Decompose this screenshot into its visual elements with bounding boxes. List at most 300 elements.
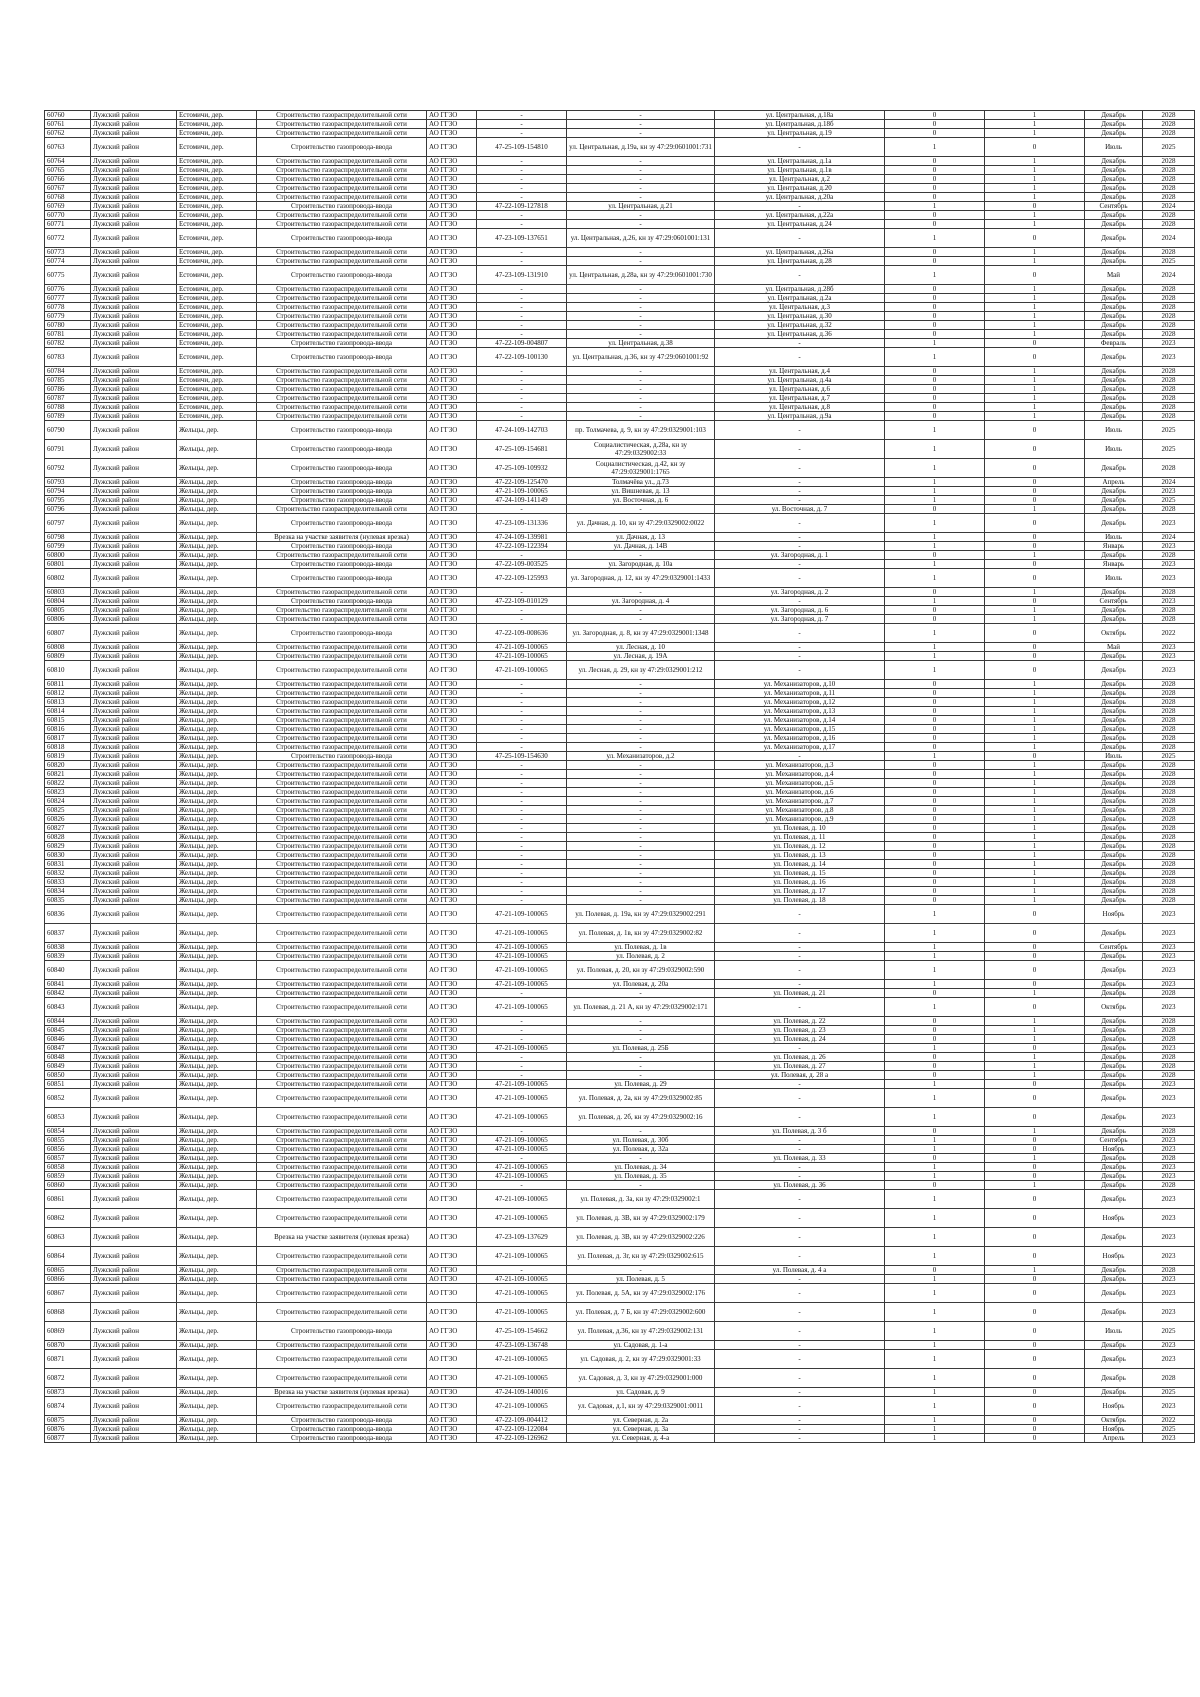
district-cell: Лужский район (91, 1275, 177, 1284)
row-number-cell: 60859 (45, 1172, 91, 1181)
month-cell: Декабрь (1085, 788, 1143, 797)
connection-count-cell: 0 (885, 551, 985, 560)
year-cell: 2028 (1143, 321, 1195, 330)
application-number-cell: 47-25-109-154630 (477, 752, 567, 761)
connection-count-cell: 0 (885, 788, 985, 797)
object-address-cell: - (567, 606, 715, 615)
network-address-cell: - (715, 496, 885, 505)
application-number-cell: - (477, 394, 567, 403)
district-cell: Лужский район (91, 924, 177, 943)
row-number-cell: 60821 (45, 770, 91, 779)
work-type-cell: Строительство газораспределительной сети (257, 643, 427, 652)
year-cell: 2028 (1143, 157, 1195, 166)
district-cell: Лужский район (91, 725, 177, 734)
organization-cell: АО ГГЗО (427, 887, 477, 896)
application-number-cell: - (477, 716, 567, 725)
settlement-cell: Естомичи, дер. (177, 321, 257, 330)
object-address-cell: ул. Полевая, д. 5А, кн зу 47:29:0329002:176 (567, 1284, 715, 1303)
settlement-cell: Жельцы, дер. (177, 505, 257, 514)
network-count-cell: 0 (985, 1247, 1085, 1266)
row-number-cell: 60807 (45, 624, 91, 643)
network-address-cell: ул. Центральная, д.4а (715, 376, 885, 385)
year-cell: 2024 (1143, 229, 1195, 248)
object-address-cell: ул. Центральная, д.19а, кн зу 47:29:0601001:731 (567, 138, 715, 157)
network-count-cell: 1 (985, 689, 1085, 698)
month-cell: Декабрь (1085, 1181, 1143, 1190)
district-cell: Лужский район (91, 1071, 177, 1080)
district-cell: Лужский район (91, 680, 177, 689)
work-type-cell: Строительство газораспределительной сети (257, 1247, 427, 1266)
month-cell: Декабрь (1085, 1350, 1143, 1369)
table-row (45, 339, 1195, 348)
row-number-cell: 60823 (45, 788, 91, 797)
month-cell: Декабрь (1085, 1108, 1143, 1127)
district-cell: Лужский район (91, 1209, 177, 1228)
month-cell: Декабрь (1085, 980, 1143, 989)
organization-cell: АО ГГЗО (427, 385, 477, 394)
organization-cell: АО ГГЗО (427, 734, 477, 743)
table-row (45, 952, 1195, 961)
organization-cell: АО ГГЗО (427, 842, 477, 851)
row-number-cell: 60834 (45, 887, 91, 896)
network-address-cell: - (715, 1247, 885, 1266)
district-cell: Лужский район (91, 339, 177, 348)
object-address-cell: - (567, 285, 715, 294)
work-type-cell: Строительство газопровода-ввода (257, 496, 427, 505)
month-cell: Декабрь (1085, 1044, 1143, 1053)
month-cell: Декабрь (1085, 887, 1143, 896)
application-number-cell: 47-21-109-100065 (477, 1350, 567, 1369)
table-row (45, 1071, 1195, 1080)
organization-cell: АО ГГЗО (427, 698, 477, 707)
row-number-cell: 60860 (45, 1181, 91, 1190)
month-cell: Декабрь (1085, 924, 1143, 943)
work-type-cell: Строительство газораспределительной сети (257, 303, 427, 312)
table-row (45, 111, 1195, 120)
month-cell: Декабрь (1085, 652, 1143, 661)
organization-cell: АО ГГЗО (427, 421, 477, 440)
object-address-cell: - (567, 989, 715, 998)
object-address-cell: ул. Полевая, д. 19а, кн зу 47:29:0329002:291 (567, 905, 715, 924)
year-cell: 2023 (1143, 1172, 1195, 1181)
network-count-cell: 1 (985, 220, 1085, 229)
year-cell: 2028 (1143, 815, 1195, 824)
year-cell: 2028 (1143, 193, 1195, 202)
application-number-cell: - (477, 860, 567, 869)
district-cell: Лужский район (91, 367, 177, 376)
district-cell: Лужский район (91, 1369, 177, 1388)
network-count-cell: 0 (985, 487, 1085, 496)
district-cell: Лужский район (91, 661, 177, 680)
object-address-cell: - (567, 412, 715, 421)
network-address-cell: - (715, 1190, 885, 1209)
row-number-cell: 60764 (45, 157, 91, 166)
month-cell: Ноябрь (1085, 1425, 1143, 1434)
table-row (45, 193, 1195, 202)
row-number-cell: 60848 (45, 1053, 91, 1062)
connection-count-cell: 0 (885, 734, 985, 743)
row-number-cell: 60827 (45, 824, 91, 833)
table-row (45, 961, 1195, 980)
application-number-cell: - (477, 887, 567, 896)
organization-cell: АО ГГЗО (427, 597, 477, 606)
network-count-cell: 0 (985, 440, 1085, 459)
network-count-cell: 1 (985, 896, 1085, 905)
year-cell: 2023 (1143, 1303, 1195, 1322)
network-count-cell: 0 (985, 661, 1085, 680)
object-address-cell: ул. Центральная, д.26, кн зу 47:29:0601001:131 (567, 229, 715, 248)
organization-cell: АО ГГЗО (427, 440, 477, 459)
network-address-cell: - (715, 487, 885, 496)
object-address-cell: - (567, 869, 715, 878)
month-cell: Декабрь (1085, 824, 1143, 833)
object-address-cell: ул. Полевая, д. 32а (567, 1145, 715, 1154)
settlement-cell: Естомичи, дер. (177, 412, 257, 421)
settlement-cell: Естомичи, дер. (177, 312, 257, 321)
month-cell: Декабрь (1085, 257, 1143, 266)
work-type-cell: Строительство газораспределительной сети (257, 157, 427, 166)
settlement-cell: Жельцы, дер. (177, 952, 257, 961)
object-address-cell: - (567, 588, 715, 597)
network-count-cell: 1 (985, 680, 1085, 689)
settlement-cell: Жельцы, дер. (177, 1341, 257, 1350)
object-address-cell: ул. Полевая, д. 5 (567, 1275, 715, 1284)
month-cell: Февраль (1085, 339, 1143, 348)
month-cell: Декабрь (1085, 716, 1143, 725)
network-address-cell: - (715, 998, 885, 1017)
district-cell: Лужский район (91, 551, 177, 560)
organization-cell: АО ГГЗО (427, 569, 477, 588)
row-number-cell: 60767 (45, 184, 91, 193)
month-cell: Апрель (1085, 1434, 1143, 1443)
application-number-cell: - (477, 184, 567, 193)
network-count-cell: 0 (985, 752, 1085, 761)
table-row (45, 1228, 1195, 1247)
work-type-cell: Строительство газораспределительной сети (257, 312, 427, 321)
table-row (45, 743, 1195, 752)
settlement-cell: Жельцы, дер. (177, 1172, 257, 1181)
connection-count-cell: 1 (885, 1190, 985, 1209)
year-cell: 2023 (1143, 1044, 1195, 1053)
month-cell: Декабрь (1085, 403, 1143, 412)
application-number-cell: - (477, 1053, 567, 1062)
district-cell: Лужский район (91, 707, 177, 716)
settlement-cell: Жельцы, дер. (177, 1275, 257, 1284)
object-address-cell: ул. Полевая, д. 29 (567, 1080, 715, 1089)
work-type-cell: Строительство газораспределительной сети (257, 376, 427, 385)
year-cell: 2025 (1143, 1425, 1195, 1434)
year-cell: 2023 (1143, 542, 1195, 551)
network-address-cell: ул. Полевая, д. 16 (715, 878, 885, 887)
year-cell: 2028 (1143, 588, 1195, 597)
connection-count-cell: 0 (885, 303, 985, 312)
month-cell: Декабрь (1085, 412, 1143, 421)
month-cell: Декабрь (1085, 166, 1143, 175)
settlement-cell: Жельцы, дер. (177, 588, 257, 597)
organization-cell: АО ГГЗО (427, 1209, 477, 1228)
year-cell: 2028 (1143, 606, 1195, 615)
object-address-cell: ул. Полевая, д. 21 А, кн зу 47:29:0329002:171 (567, 998, 715, 1017)
connection-count-cell: 0 (885, 860, 985, 869)
network-address-cell: - (715, 459, 885, 478)
application-number-cell: 47-21-109-100065 (477, 952, 567, 961)
object-address-cell: - (567, 725, 715, 734)
settlement-cell: Жельцы, дер. (177, 989, 257, 998)
connection-count-cell: 0 (885, 743, 985, 752)
table-row (45, 560, 1195, 569)
work-type-cell: Строительство газопровода-ввода (257, 138, 427, 157)
settlement-cell: Жельцы, дер. (177, 1017, 257, 1026)
work-type-cell: Строительство газораспределительной сети (257, 779, 427, 788)
organization-cell: АО ГГЗО (427, 211, 477, 220)
network-address-cell: - (715, 1163, 885, 1172)
year-cell: 2023 (1143, 1341, 1195, 1350)
object-address-cell: - (567, 680, 715, 689)
table-row (45, 680, 1195, 689)
network-count-cell: 1 (985, 312, 1085, 321)
object-address-cell: - (567, 761, 715, 770)
work-type-cell: Строительство газопровода-ввода (257, 569, 427, 588)
table-row (45, 257, 1195, 266)
table-row (45, 569, 1195, 588)
row-number-cell: 60800 (45, 551, 91, 560)
month-cell: Декабрь (1085, 1341, 1143, 1350)
connection-count-cell: 0 (885, 887, 985, 896)
work-type-cell: Строительство газораспределительной сети (257, 924, 427, 943)
settlement-cell: Жельцы, дер. (177, 869, 257, 878)
application-number-cell: - (477, 606, 567, 615)
object-address-cell: ул. Центральная, д.28а, кн зу 47:29:0601001:730 (567, 266, 715, 285)
year-cell: 2028 (1143, 680, 1195, 689)
network-count-cell: 1 (985, 551, 1085, 560)
year-cell: 2023 (1143, 1136, 1195, 1145)
application-number-cell: 47-24-109-141149 (477, 496, 567, 505)
year-cell: 2028 (1143, 869, 1195, 878)
district-cell: Лужский район (91, 851, 177, 860)
connection-count-cell: 0 (885, 184, 985, 193)
network-count-cell: 1 (985, 770, 1085, 779)
row-number-cell: 60876 (45, 1425, 91, 1434)
organization-cell: АО ГГЗО (427, 202, 477, 211)
network-count-cell: 0 (985, 1388, 1085, 1397)
object-address-cell: - (567, 321, 715, 330)
settlement-cell: Жельцы, дер. (177, 514, 257, 533)
table-row (45, 312, 1195, 321)
district-cell: Лужский район (91, 248, 177, 257)
row-number-cell: 60762 (45, 129, 91, 138)
year-cell: 2023 (1143, 1209, 1195, 1228)
work-type-cell: Строительство газораспределительной сети (257, 652, 427, 661)
table-row (45, 138, 1195, 157)
month-cell: Сентябрь (1085, 202, 1143, 211)
month-cell: Декабрь (1085, 1127, 1143, 1136)
year-cell: 2023 (1143, 1434, 1195, 1443)
network-address-cell: - (715, 138, 885, 157)
organization-cell: АО ГГЗО (427, 184, 477, 193)
row-number-cell: 60791 (45, 440, 91, 459)
settlement-cell: Жельцы, дер. (177, 1136, 257, 1145)
month-cell: Декабрь (1085, 878, 1143, 887)
object-address-cell: ул. Полевая, д. 7 Б, кн зу 47:29:0329002:600 (567, 1303, 715, 1322)
network-address-cell: ул. Механизаторов, д.14 (715, 716, 885, 725)
table-row (45, 851, 1195, 860)
row-number-cell: 60857 (45, 1154, 91, 1163)
work-type-cell: Строительство газораспределительной сети (257, 412, 427, 421)
year-cell: 2028 (1143, 220, 1195, 229)
network-count-cell: 1 (985, 157, 1085, 166)
connection-count-cell: 1 (885, 339, 985, 348)
table-row (45, 412, 1195, 421)
object-address-cell: - (567, 779, 715, 788)
organization-cell: АО ГГЗО (427, 367, 477, 376)
network-count-cell: 0 (985, 514, 1085, 533)
network-address-cell: ул. Загородная, д. 7 (715, 615, 885, 624)
organization-cell: АО ГГЗО (427, 1341, 477, 1350)
connection-count-cell: 1 (885, 487, 985, 496)
table-row (45, 1108, 1195, 1127)
year-cell: 2028 (1143, 294, 1195, 303)
object-address-cell: ул. Полевая, д. 34 (567, 1163, 715, 1172)
network-count-cell: 1 (985, 989, 1085, 998)
object-address-cell: Толмачёва ул., д.73 (567, 478, 715, 487)
settlement-cell: Естомичи, дер. (177, 138, 257, 157)
year-cell: 2023 (1143, 597, 1195, 606)
settlement-cell: Жельцы, дер. (177, 1425, 257, 1434)
network-count-cell: 0 (985, 952, 1085, 961)
table-row (45, 734, 1195, 743)
network-count-cell: 0 (985, 652, 1085, 661)
application-number-cell: - (477, 878, 567, 887)
table-row (45, 1080, 1195, 1089)
organization-cell: АО ГГЗО (427, 824, 477, 833)
object-address-cell: ул. Полевая, д. 20а (567, 980, 715, 989)
network-address-cell: - (715, 1350, 885, 1369)
application-number-cell: - (477, 833, 567, 842)
year-cell: 2028 (1143, 761, 1195, 770)
object-address-cell: - (567, 1154, 715, 1163)
connection-count-cell: 0 (885, 725, 985, 734)
network-count-cell: 1 (985, 779, 1085, 788)
table-row (45, 1154, 1195, 1163)
network-count-cell: 1 (985, 412, 1085, 421)
connection-count-cell: 0 (885, 707, 985, 716)
connection-count-cell: 1 (885, 1369, 985, 1388)
application-number-cell: 47-21-109-100065 (477, 1145, 567, 1154)
organization-cell: АО ГГЗО (427, 588, 477, 597)
network-count-cell: 1 (985, 842, 1085, 851)
row-number-cell: 60858 (45, 1163, 91, 1172)
network-address-cell: - (715, 440, 885, 459)
application-number-cell: 47-22-109-126962 (477, 1434, 567, 1443)
month-cell: Ноябрь (1085, 905, 1143, 924)
application-number-cell: 47-21-109-100065 (477, 487, 567, 496)
object-address-cell: ул. Полевая, д. 2а, кн зу 47:29:0329002:85 (567, 1089, 715, 1108)
month-cell: Сентябрь (1085, 1136, 1143, 1145)
settlement-cell: Жельцы, дер. (177, 624, 257, 643)
settlement-cell: Жельцы, дер. (177, 1080, 257, 1089)
work-type-cell: Строительство газораспределительной сети (257, 1154, 427, 1163)
organization-cell: АО ГГЗО (427, 1303, 477, 1322)
network-address-cell: - (715, 348, 885, 367)
network-address-cell: - (715, 1136, 885, 1145)
year-cell: 2028 (1143, 779, 1195, 788)
year-cell: 2028 (1143, 1154, 1195, 1163)
connection-count-cell: 1 (885, 533, 985, 542)
table-row (45, 1089, 1195, 1108)
organization-cell: АО ГГЗО (427, 643, 477, 652)
work-type-cell: Врезка на участке заявителя (нулевая врезка) (257, 1388, 427, 1397)
connection-count-cell: 0 (885, 588, 985, 597)
object-address-cell: ул. Садовая, д.1, кн зу 47:29:0329001:0011 (567, 1397, 715, 1416)
network-count-cell: 0 (985, 1397, 1085, 1416)
work-type-cell: Строительство газораспределительной сети (257, 1089, 427, 1108)
month-cell: Декабрь (1085, 285, 1143, 294)
application-number-cell: 47-23-109-137629 (477, 1228, 567, 1247)
application-number-cell: 47-21-109-100065 (477, 1209, 567, 1228)
network-count-cell: 1 (985, 294, 1085, 303)
network-address-cell: ул. Центральная, д.4 (715, 367, 885, 376)
network-count-cell: 1 (985, 725, 1085, 734)
work-type-cell: Строительство газораспределительной сети (257, 615, 427, 624)
year-cell: 2028 (1143, 707, 1195, 716)
district-cell: Лужский район (91, 779, 177, 788)
year-cell: 2028 (1143, 734, 1195, 743)
month-cell: Декабрь (1085, 303, 1143, 312)
table-row (45, 266, 1195, 285)
network-count-cell: 1 (985, 184, 1085, 193)
network-address-cell: - (715, 1369, 885, 1388)
month-cell: Октябрь (1085, 1416, 1143, 1425)
application-number-cell: 47-21-109-100065 (477, 643, 567, 652)
organization-cell: АО ГГЗО (427, 961, 477, 980)
network-address-cell: ул. Полевая, д. 14 (715, 860, 885, 869)
object-address-cell: - (567, 1026, 715, 1035)
network-address-cell: - (715, 560, 885, 569)
table-row (45, 788, 1195, 797)
object-address-cell: - (567, 551, 715, 560)
connection-count-cell: 1 (885, 542, 985, 551)
table-row (45, 348, 1195, 367)
table-row (45, 980, 1195, 989)
object-address-cell: ул. Садовая, д. 9 (567, 1388, 715, 1397)
application-number-cell: - (477, 851, 567, 860)
network-count-cell: 1 (985, 815, 1085, 824)
district-cell: Лужский район (91, 1228, 177, 1247)
district-cell: Лужский район (91, 1190, 177, 1209)
network-count-cell: 1 (985, 120, 1085, 129)
network-address-cell: ул. Полевая, д. 4 а (715, 1266, 885, 1275)
work-type-cell: Строительство газопровода-ввода (257, 514, 427, 533)
network-address-cell: ул. Центральная, д.18а (715, 111, 885, 120)
network-count-cell: 1 (985, 1053, 1085, 1062)
year-cell: 2028 (1143, 1017, 1195, 1026)
application-number-cell: 47-21-109-100065 (477, 1275, 567, 1284)
connection-count-cell: 0 (885, 394, 985, 403)
object-address-cell: ул. Полевая, д. 2б, кн зу 47:29:0329002:16 (567, 1108, 715, 1127)
object-address-cell: - (567, 851, 715, 860)
year-cell: 2028 (1143, 367, 1195, 376)
work-type-cell: Строительство газораспределительной сети (257, 815, 427, 824)
object-address-cell: - (567, 806, 715, 815)
application-number-cell: 47-21-109-100065 (477, 1190, 567, 1209)
organization-cell: АО ГГЗО (427, 833, 477, 842)
object-address-cell: - (567, 193, 715, 202)
application-number-cell: - (477, 815, 567, 824)
row-number-cell: 60772 (45, 229, 91, 248)
row-number-cell: 60877 (45, 1434, 91, 1443)
application-number-cell: - (477, 788, 567, 797)
network-count-cell: 0 (985, 533, 1085, 542)
